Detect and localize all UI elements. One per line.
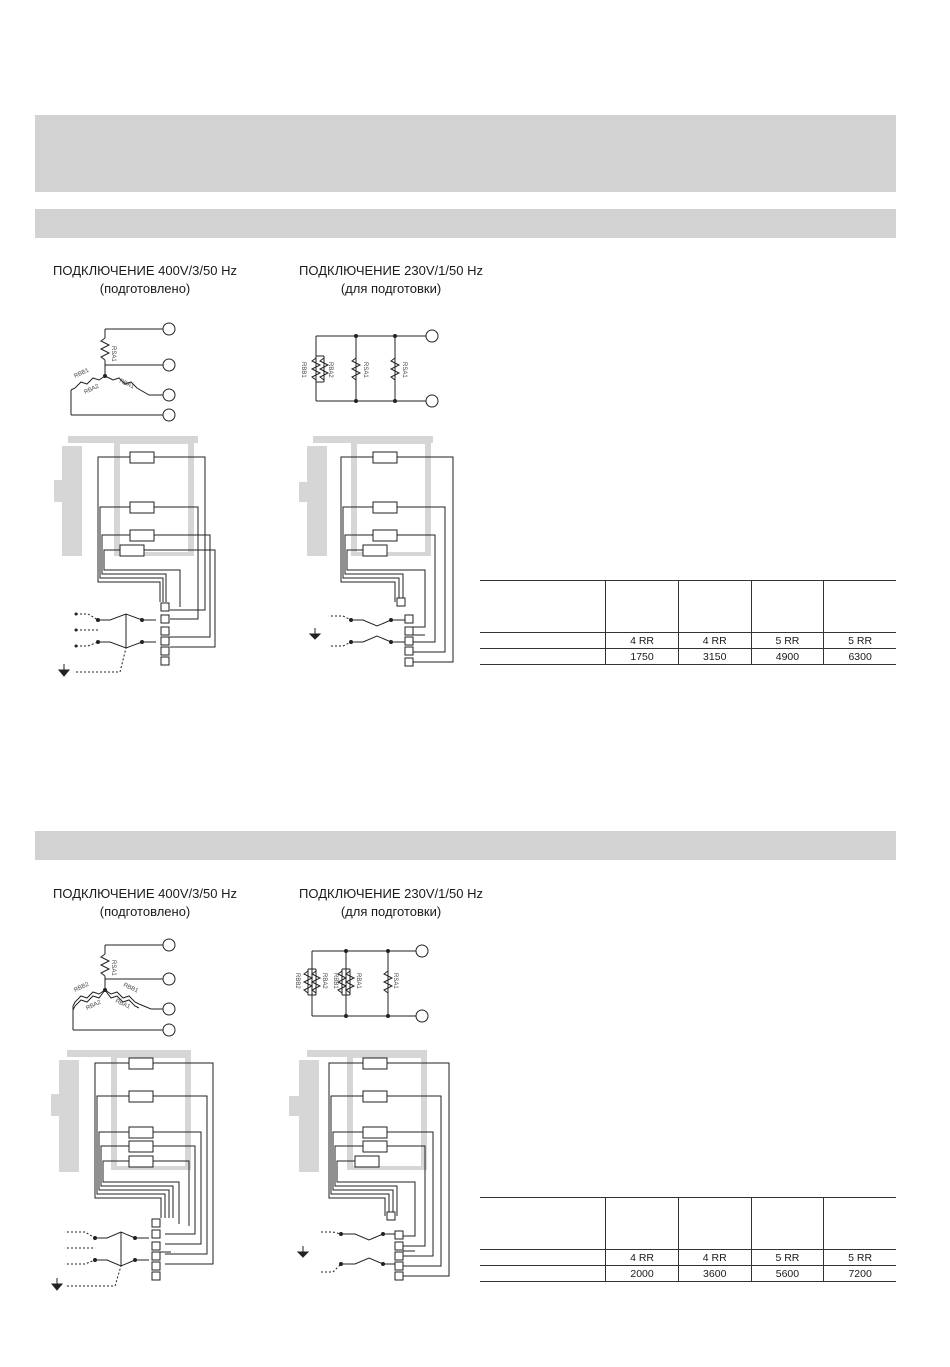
label-rsa1: RSA1 xyxy=(362,362,368,378)
label-rba2: RBA2 xyxy=(83,383,101,396)
ground-icon xyxy=(52,1278,62,1290)
label-rbb1: RBB1 xyxy=(332,973,338,989)
caption-230v-note: (для подготовки) xyxy=(340,281,442,296)
terminal-circle-icon xyxy=(163,359,175,371)
cell-power: 2000 xyxy=(606,1266,679,1282)
ground-icon xyxy=(298,1246,308,1257)
cell-rr: 5 RR xyxy=(751,1250,824,1266)
label-rsa1: RSA1 xyxy=(110,346,116,362)
label-rba1: RBA1 xyxy=(118,378,135,391)
label-rba2: RBA2 xyxy=(85,999,103,1012)
single-phase-parallel-schematic xyxy=(298,326,448,414)
cell-rr: 5 RR xyxy=(751,633,824,649)
caption-400v-2 xyxy=(25,885,265,921)
section-bar-1 xyxy=(35,209,896,238)
terminal-circle-icon xyxy=(163,939,175,951)
power-table-1 xyxy=(480,580,896,665)
terminal-circle-icon xyxy=(163,409,175,421)
label-rbb1: RBB1 xyxy=(122,982,139,995)
cell-power: 1750 xyxy=(606,649,679,665)
cell-power: 3150 xyxy=(678,649,751,665)
caption-230v-title: ПОДКЛЮЧЕНИЕ 230V/1/50 Hz xyxy=(299,886,483,901)
terminal-circle-icon xyxy=(426,330,438,342)
single-phase-parallel-schematic-2 xyxy=(290,941,440,1027)
cell-rr: 4 RR xyxy=(678,1250,751,1266)
caption-400v-1 xyxy=(25,262,265,298)
caption-400v-note: (подготовлено) xyxy=(99,904,191,919)
section-bar-2 xyxy=(35,831,896,860)
label-rbb1: RBB1 xyxy=(73,367,91,380)
header-band xyxy=(35,115,896,192)
cell-rr: 5 RR xyxy=(824,1250,896,1266)
cell-power: 3600 xyxy=(678,1266,751,1282)
label-rbb1: RBB1 xyxy=(300,362,306,378)
cell-rr: 4 RR xyxy=(606,633,679,649)
oven-wiring-diagram-1ph xyxy=(295,432,465,672)
cell-power: 5600 xyxy=(751,1266,824,1282)
terminal-circle-icon xyxy=(163,973,175,985)
label-rba1: RBA1 xyxy=(114,998,131,1011)
label-rba1: RBA1 xyxy=(355,973,361,989)
ground-icon xyxy=(310,628,320,639)
label-rsa1: RSA1 xyxy=(392,973,398,989)
caption-230v-title: ПОДКЛЮЧЕНИЕ 230V/1/50 Hz xyxy=(299,263,483,278)
label-rbb2: RBB2 xyxy=(294,973,300,989)
terminal-circle-icon xyxy=(163,323,175,335)
cell-power: 6300 xyxy=(824,649,896,665)
cell-power: 7200 xyxy=(824,1266,896,1282)
caption-400v-note: (подготовлено) xyxy=(99,281,191,296)
terminal-circle-icon xyxy=(163,389,175,401)
caption-230v-2 xyxy=(271,885,511,921)
oven-wiring-diagram-1ph-2 xyxy=(285,1046,460,1286)
label-rba2: RBA2 xyxy=(327,362,333,378)
cell-rr: 5 RR xyxy=(824,633,896,649)
oven-wiring-diagram-3ph-2 xyxy=(45,1046,225,1296)
oven-wiring-diagram-3ph xyxy=(50,432,230,680)
cell-rr: 4 RR xyxy=(678,633,751,649)
label-rbb2: RBB2 xyxy=(73,981,91,994)
power-table-2 xyxy=(480,1197,896,1282)
cell-rr: 4 RR xyxy=(606,1250,679,1266)
ground-icon xyxy=(59,664,69,676)
caption-400v-title: ПОДКЛЮЧЕНИЕ 400V/3/50 Hz xyxy=(53,886,237,901)
label-rba2: RBA2 xyxy=(321,973,327,989)
terminal-circle-icon xyxy=(416,1010,428,1022)
terminal-circle-icon xyxy=(426,395,438,407)
cell-power: 4900 xyxy=(751,649,824,665)
caption-230v-note: (для подготовки) xyxy=(340,904,442,919)
label-rsa1-b: RSA1 xyxy=(401,362,407,378)
label-rsa1: RSA1 xyxy=(110,960,116,976)
terminal-circle-icon xyxy=(163,1003,175,1015)
three-phase-star-schematic-2 xyxy=(55,934,185,1040)
caption-400v-title: ПОДКЛЮЧЕНИЕ 400V/3/50 Hz xyxy=(53,263,237,278)
three-phase-star-schematic xyxy=(55,318,185,426)
caption-230v-1 xyxy=(271,262,511,298)
terminal-circle-icon xyxy=(163,1024,175,1036)
terminal-circle-icon xyxy=(416,945,428,957)
